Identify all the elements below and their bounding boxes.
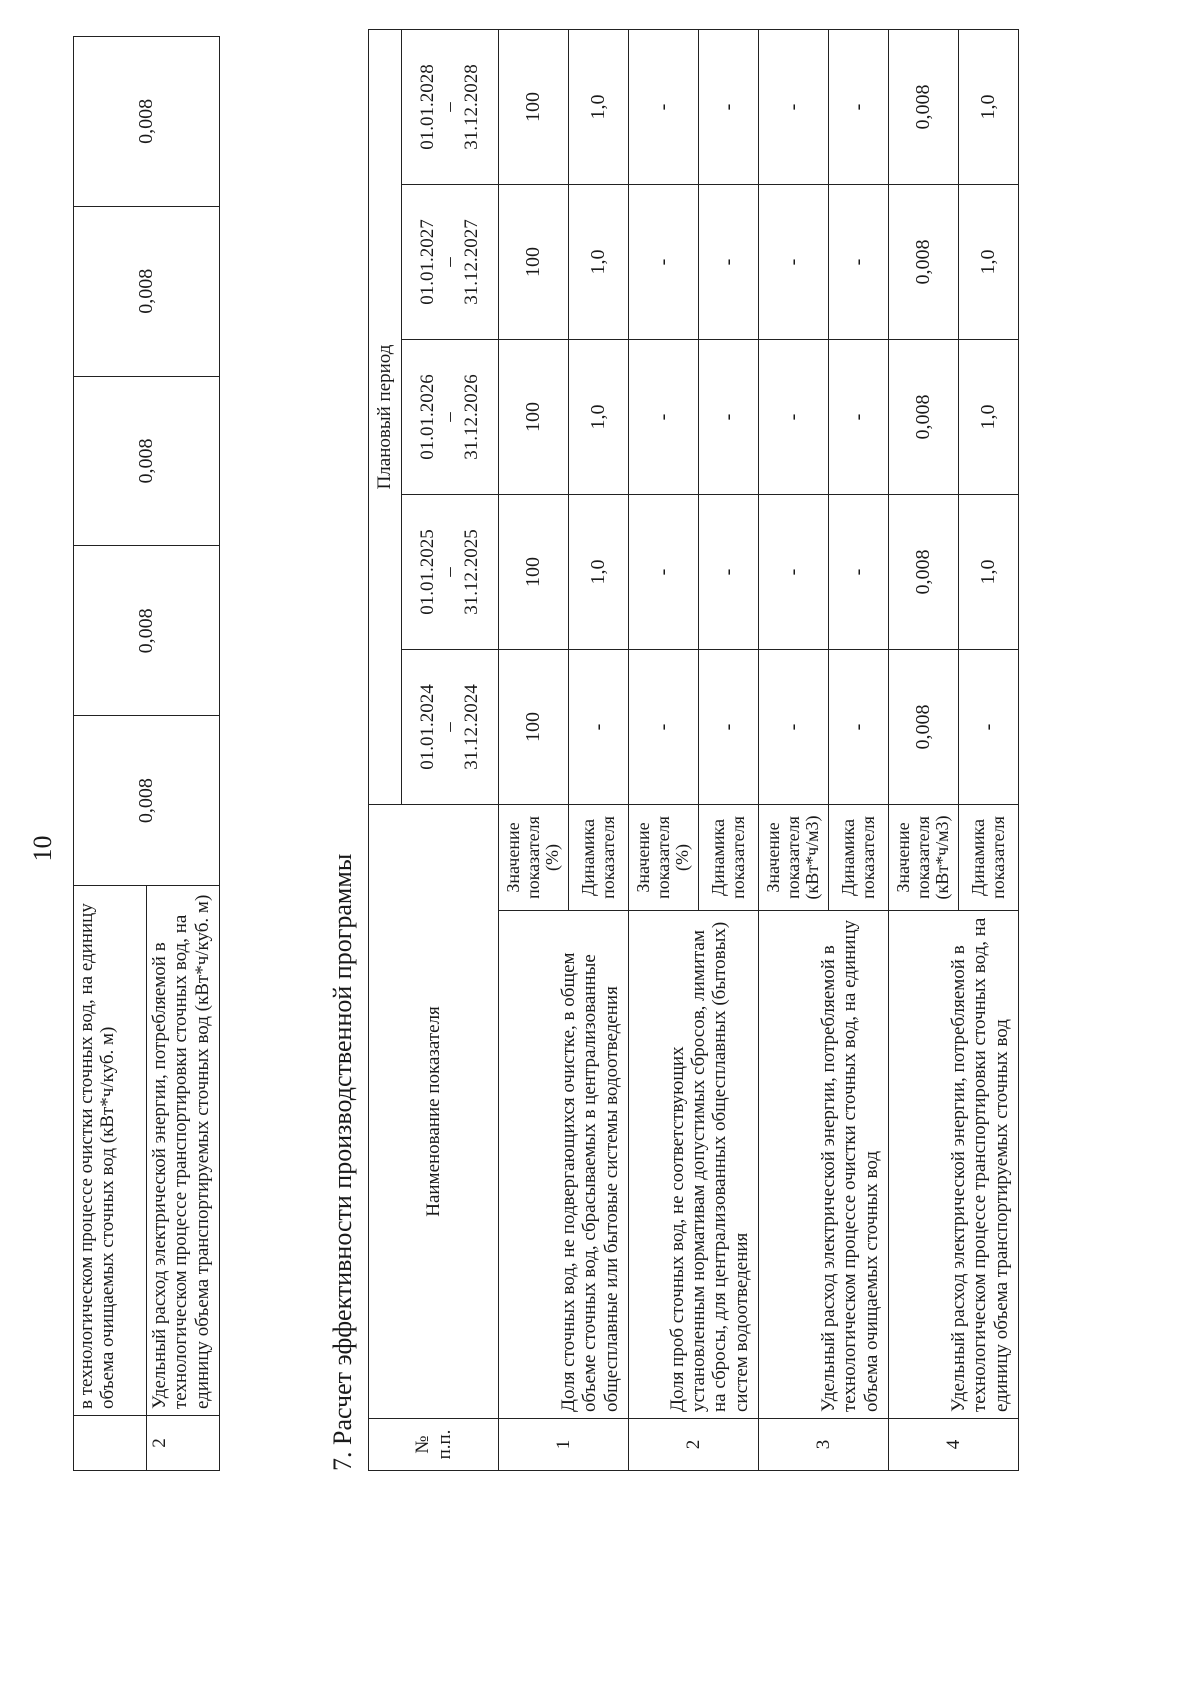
value-cell: - [569, 650, 629, 805]
value-cell: - [829, 30, 889, 185]
name-header: Наименование показателя [369, 804, 499, 1418]
value-cell: - [759, 185, 829, 340]
row-number: 1 [499, 1419, 629, 1471]
value-cell: 100 [499, 185, 569, 340]
page-number: 10 [28, 835, 57, 862]
metric-label: Динамика показателя [569, 804, 629, 910]
row-number: 2 [629, 1419, 759, 1471]
indicator-name: Удельный расход электрической энергии, потребляемой в технологическом процессе очистки сточных вод, на единицу объема очищаемых сточных вод [759, 911, 889, 1419]
value-cell: 0,008 [889, 495, 959, 650]
section-title: 7. Расчет эффективности производственной программы [328, 853, 357, 1471]
value-cell: 1,0 [959, 30, 1019, 185]
indicator-description: Удельный расход электрической энергии, потребляемой в технологическом процессе транспортировки сточных вод, на единицу объема транспортируемых сточных вод (кВт*ч/куб. м) [147, 886, 220, 1416]
row-number: 4 [889, 1419, 1019, 1471]
value-cell: 1,0 [959, 185, 1019, 340]
value-cell: 1,0 [959, 340, 1019, 495]
value-cell: - [759, 30, 829, 185]
value-cell: 1,0 [569, 185, 629, 340]
header-row [369, 30, 402, 1471]
value-cell: - [699, 30, 759, 185]
value-cell: - [759, 495, 829, 650]
metric-label: Значение показателя (%) [629, 804, 699, 910]
indicator-name: Доля проб сточных вод, не соответствующих установленным нормативам допустимых сбросов, лимитам на сбросы, для централизованных общесплавных (бытовых) систем водоотведения [629, 911, 759, 1419]
value-cell: - [629, 30, 699, 185]
metric-label: Динамика показателя [699, 804, 759, 910]
table-row [499, 30, 569, 1471]
value-cell: - [699, 340, 759, 495]
value-cell: 0,008 [74, 37, 220, 207]
metric-label: Значение показателя (%) [499, 804, 569, 910]
table-row [889, 30, 959, 1471]
value-cell: 0,008 [74, 546, 220, 716]
indicator-description: в технологическом процессе очистки сточных вод, на единицу объема очищаемых сточных вод (кВт*ч/куб. м) [74, 886, 147, 1416]
row-number: 3 [759, 1419, 889, 1471]
metric-label: Динамика показателя [829, 804, 889, 910]
value-cell: - [759, 650, 829, 805]
value-cell: 100 [499, 650, 569, 805]
value-cell: 100 [499, 495, 569, 650]
metric-label: Динамика показателя [959, 804, 1019, 910]
value-cell: - [829, 185, 889, 340]
value-cell: 100 [499, 30, 569, 185]
value-cell: - [759, 340, 829, 495]
value-cell: 0,008 [74, 376, 220, 546]
value-cell: - [629, 185, 699, 340]
value-cell: 1,0 [569, 30, 629, 185]
value-cell: 1,0 [569, 495, 629, 650]
value-cell: 0,008 [74, 206, 220, 376]
efficiency-table [368, 29, 1019, 1471]
value-cell: 0,008 [889, 30, 959, 185]
num-header: № п.п. [369, 1419, 499, 1471]
value-cell: - [699, 495, 759, 650]
table-row [74, 37, 147, 1471]
metric-label: Значение показателя (кВт*ч/м3) [889, 804, 959, 910]
continuation-table [73, 36, 220, 1471]
row-number [74, 1416, 147, 1471]
period-column-header: 01.01.2028 – 31.12.2028 [402, 30, 499, 185]
value-cell: 0,008 [889, 185, 959, 340]
value-cell: - [629, 650, 699, 805]
value-cell: 1,0 [959, 495, 1019, 650]
value-cell: 0,008 [74, 716, 220, 886]
row-number: 2 [147, 1416, 220, 1471]
period-column-header: 01.01.2025 – 31.12.2025 [402, 495, 499, 650]
metric-label: Значение показателя (кВт*ч/м3) [759, 804, 829, 910]
table-row [629, 30, 699, 1471]
value-cell: - [699, 650, 759, 805]
value-cell: - [829, 650, 889, 805]
value-cell: - [829, 495, 889, 650]
period-column-header: 01.01.2026 – 31.12.2026 [402, 340, 499, 495]
value-cell: - [699, 185, 759, 340]
indicator-name: Доля сточных вод, не подвергающихся очистке, в общем объеме сточных вод, сбрасываемых в централизованные общесплавные или бытовые системы водоотведения [499, 911, 629, 1419]
period-header: Плановый период [369, 30, 402, 805]
value-cell: - [959, 650, 1019, 805]
value-cell: 100 [499, 340, 569, 495]
value-cell: - [829, 340, 889, 495]
period-column-header: 01.01.2024 – 31.12.2024 [402, 650, 499, 805]
period-column-header: 01.01.2027 – 31.12.2027 [402, 185, 499, 340]
value-cell: - [629, 495, 699, 650]
value-cell: 0,008 [889, 650, 959, 805]
value-cell: 0,008 [889, 340, 959, 495]
table-row [759, 30, 829, 1471]
value-cell: 1,0 [569, 340, 629, 495]
value-cell: - [629, 340, 699, 495]
indicator-name: Удельный расход электрической энергии, потребляемой в технологическом процессе транспортировки сточных вод, на единицу объема транспортируемых сточных вод [889, 911, 1019, 1419]
